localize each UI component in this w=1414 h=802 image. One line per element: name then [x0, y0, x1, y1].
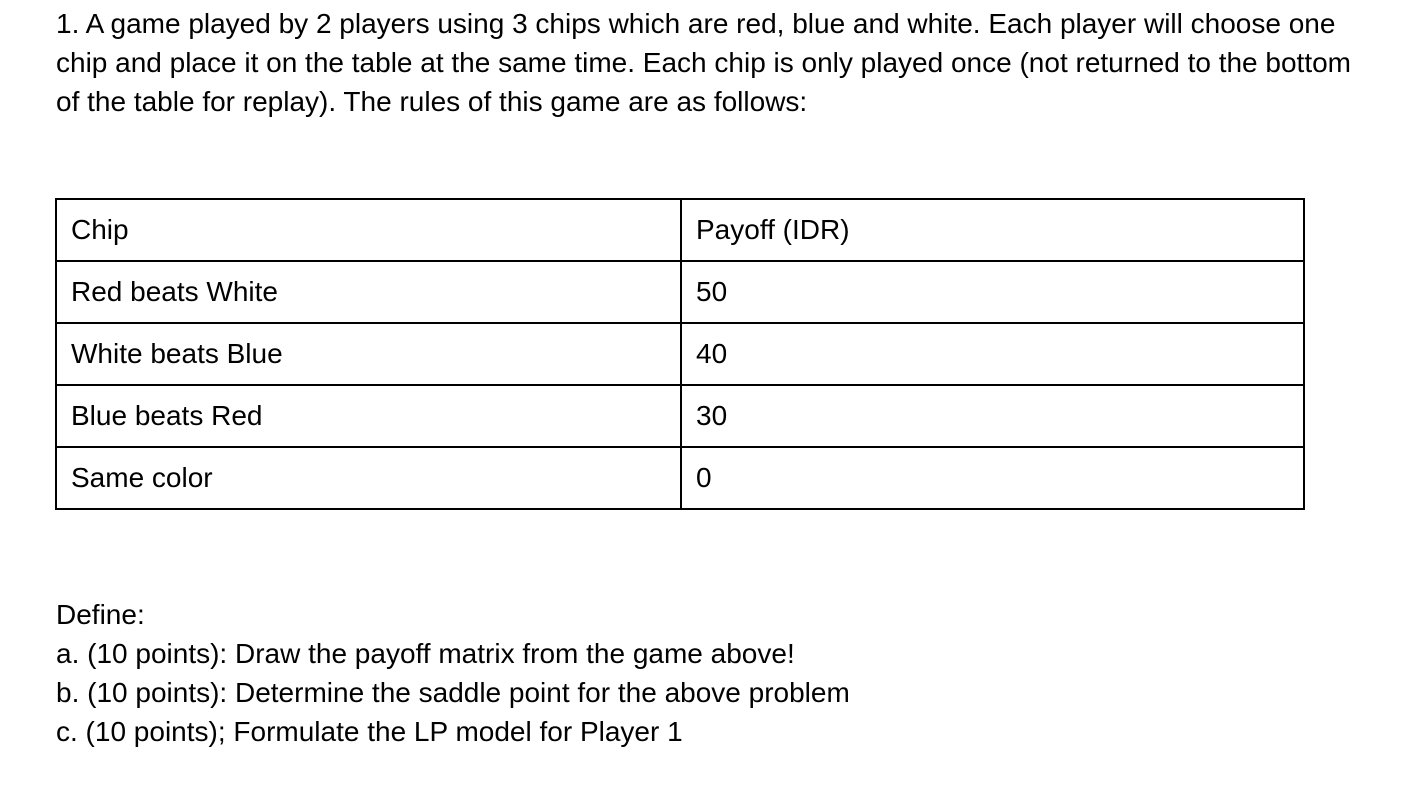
row-chip-cell: Blue beats Red [56, 385, 681, 447]
header-payoff: Payoff (IDR) [681, 199, 1304, 261]
table-row [56, 385, 1304, 447]
header-chip: Chip [56, 199, 681, 261]
table-header-row [56, 199, 1304, 261]
problem-intro: 1. A game played by 2 players using 3 chips which are red, blue and white. Each player will choose one chip and place it on the table at the same time. Each chip is only played once (not returned to the bottom of the table for replay). The rules of this game are as follows: [56, 8, 1351, 117]
rules-table [55, 198, 1305, 510]
question-a: a. (10 points): Draw the payoff matrix from the game above! [56, 638, 795, 669]
row-chip-cell: White beats Blue [56, 323, 681, 385]
row-chip-cell: Red beats White [56, 261, 681, 323]
question-c: c. (10 points); Formulate the LP model for Player 1 [56, 716, 683, 747]
question-b: b. (10 points): Determine the saddle point for the above problem [56, 677, 850, 708]
row-payoff-cell: 0 [681, 447, 1304, 509]
row-chip-cell: Same color [56, 447, 681, 509]
questions-heading: Define: [56, 599, 145, 630]
row-payoff-cell: 30 [681, 385, 1304, 447]
table-row [56, 447, 1304, 509]
table-row [56, 261, 1304, 323]
row-payoff-cell: 40 [681, 323, 1304, 385]
table-row [56, 323, 1304, 385]
row-payoff-cell: 50 [681, 261, 1304, 323]
questions-section [56, 595, 1356, 751]
